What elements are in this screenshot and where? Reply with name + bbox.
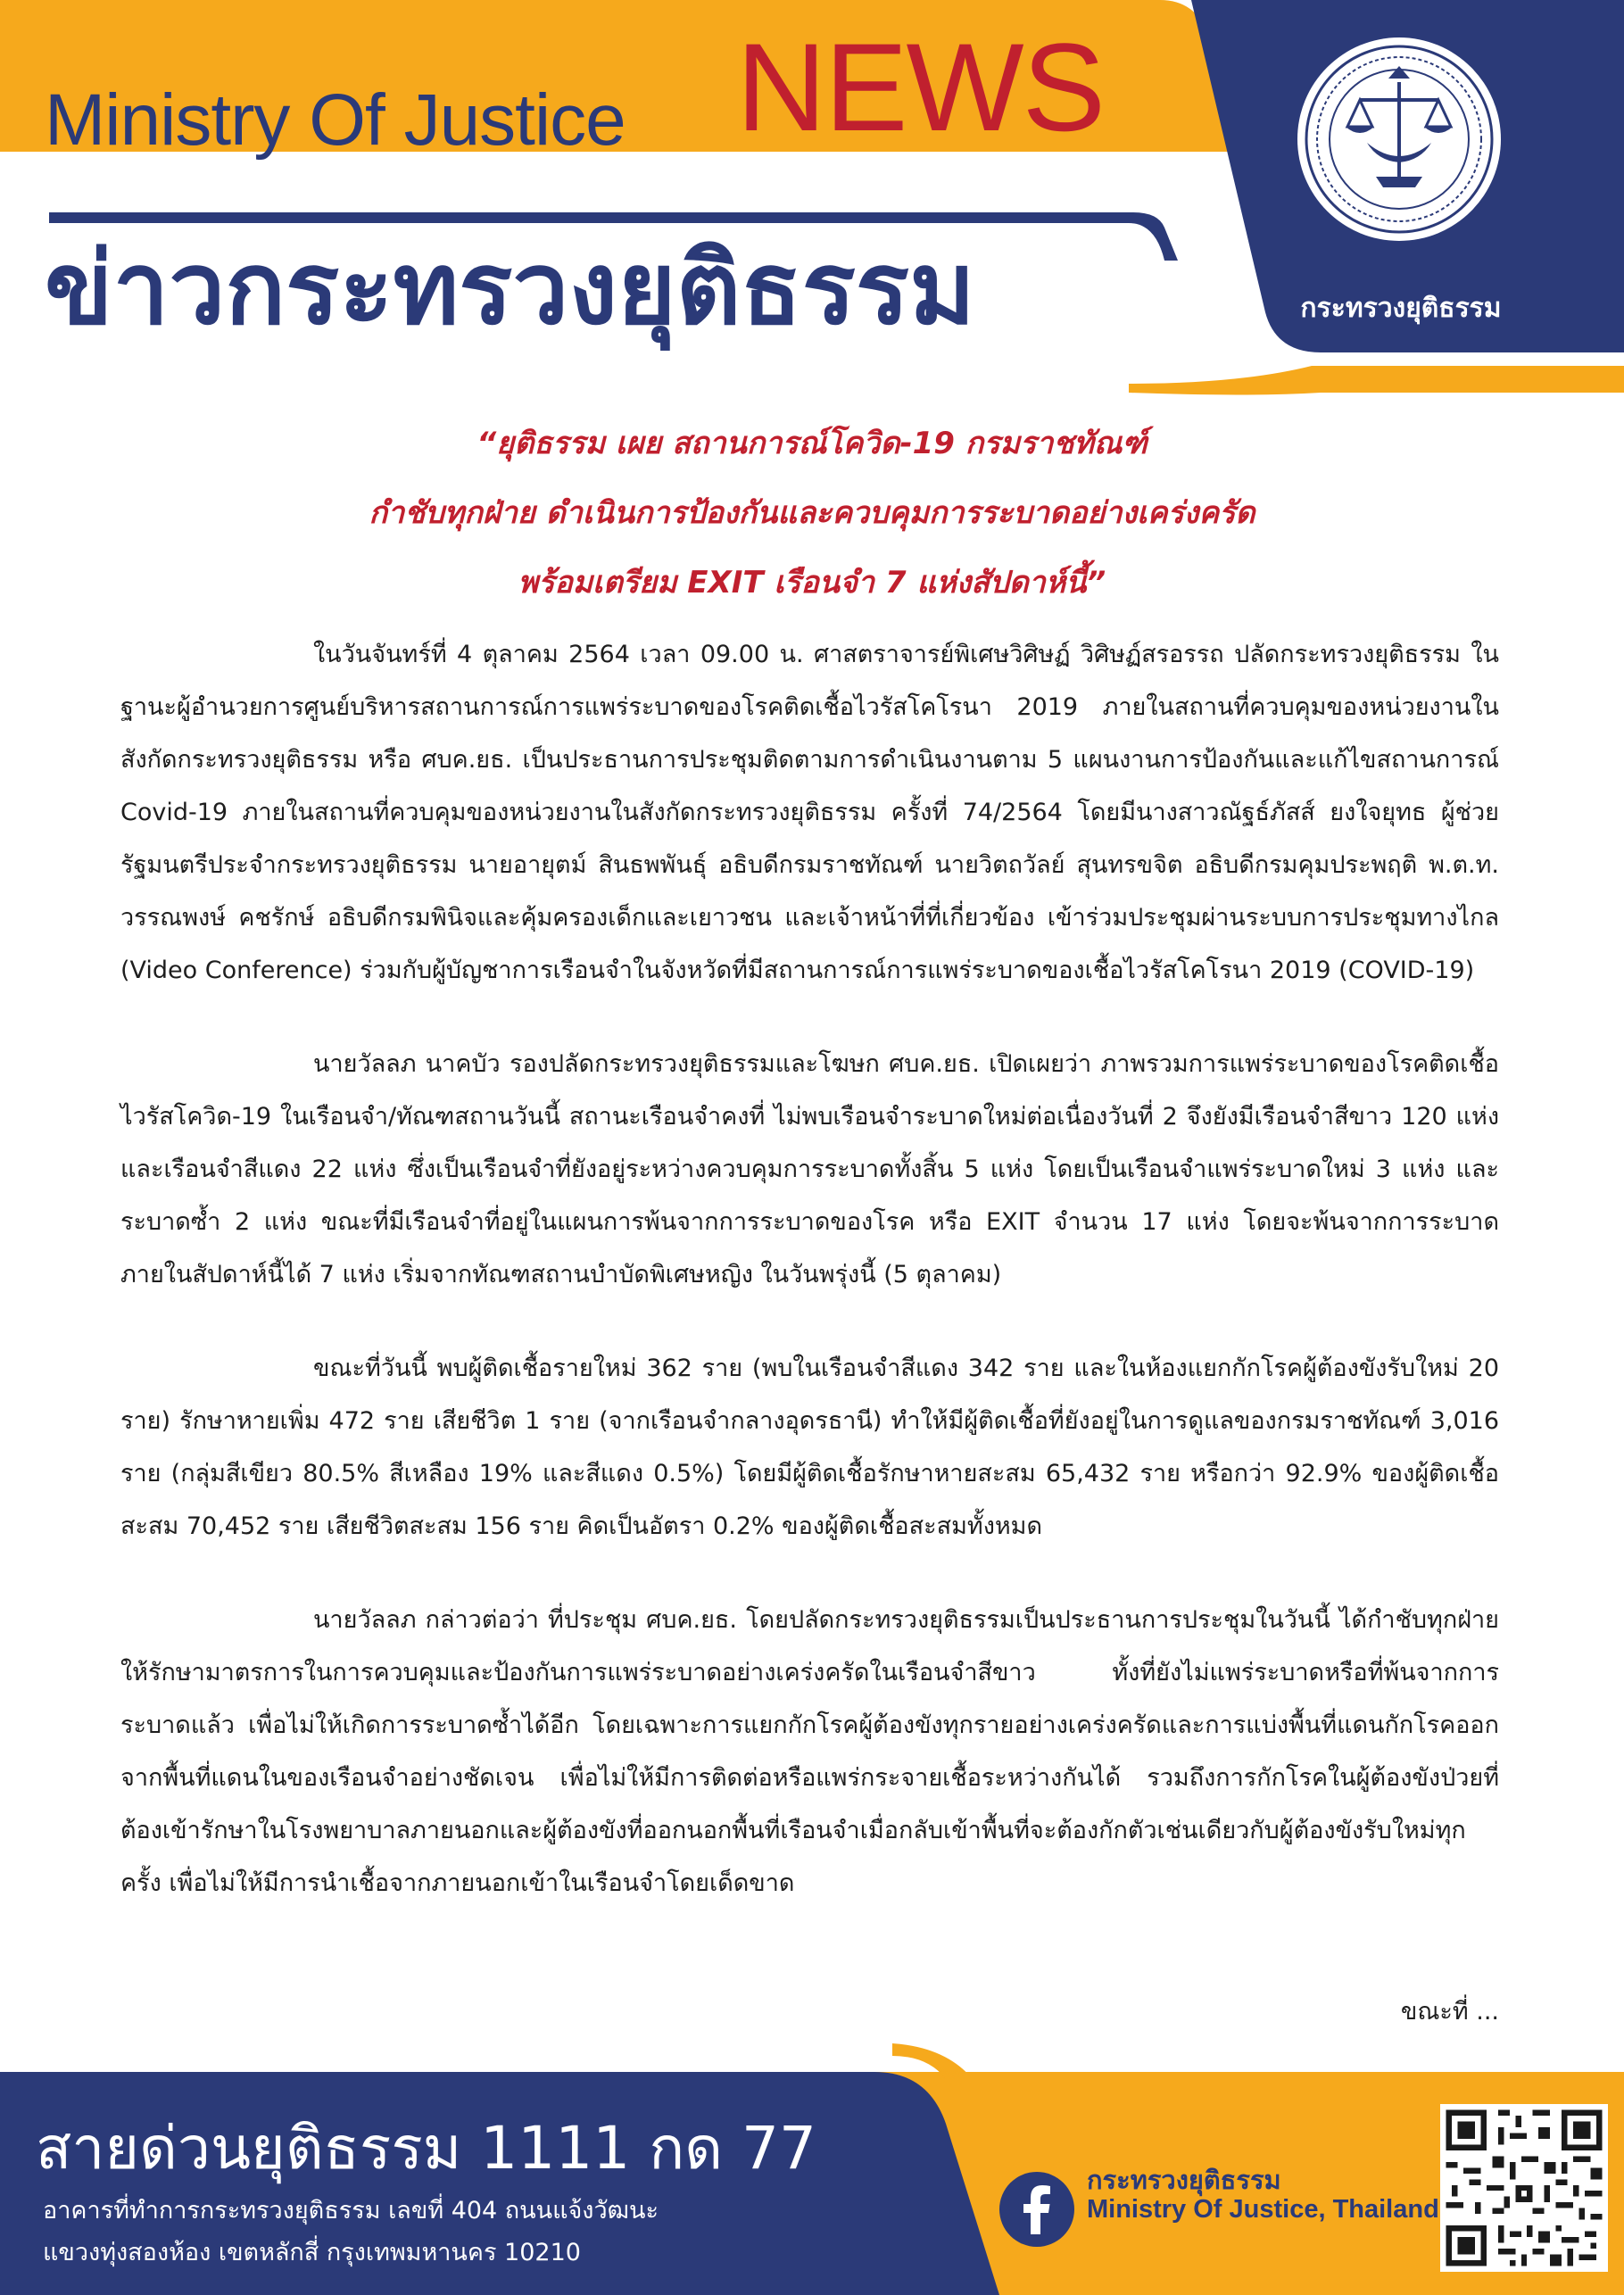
address-line-2: แขวงทุ่งสองห้อง เขตหลักสี่ กรุงเทพมหานคร 10210 xyxy=(43,2239,581,2266)
address-line-1: อาคารที่ทำการกระทรวงยุติธรรม เลขที่ 404 ถนนแจ้งวัฒนะ xyxy=(43,2197,659,2225)
paragraph: นายวัลลภ กล่าวต่อว่า ที่ประชุม ศบค.ยธ. โดยปลัดกระทรวงยุติธรรมเป็นประธานการประชุมในวันนี้ ได้กำชับทุกฝ่ายให้รักษามาตรการในการควบคุมและป้องกันการแพร่ระบาดอย่างเคร่งครัดในเรือนจำสีขาว ทั้งที่ยังไม่แพร่ระบาดหรือที่พ้นจากการระบาดแล้ว เพื่อไม่ให้เกิดการระบาดซ้ำได้อีก โดยเฉพาะการแยกกักโรคผู้ต้องขังทุกรายอย่างเคร่งครัดและการแบ่งพื้นที่แดนกักโรคออกจากพื้นที่แดนในของเรือนจำอย่างชัดเจน เพื่อไม่ให้มีการติดต่อหรือแพร่กระจายเชื้อระหว่างกันได้ รวมถึงการกักโรคในผู้ต้องขังป่วยที่ต้องเข้ารักษาในโรงพยาบาลภายนอกและผู้ต้องขังที่ออกนอกพื้นที่เรือนจำเมื่อกลับเข้าพื้นที่จะต้องกักตัวเช่นเดียวกับผู้ต้องขังรับใหม่ทุกครั้ง เพื่อไม่ให้มีการนำเชื้อจากภายนอกเข้าในเรือนจำโดยเด็ดขาด xyxy=(120,1606,1499,1897)
seal-label: กระทรวงยุติธรรม xyxy=(1300,293,1502,324)
brand-thai: ข่าวกระทรวงยุติธรรม xyxy=(45,231,975,347)
brand-english: Ministry Of Justice xyxy=(45,79,626,161)
brand-news: NEWS xyxy=(736,17,1104,157)
paragraph: ขณะที่วันนี้ พบผู้ติดเชื้อรายใหม่ 362 ราย (พบในเรือนจำสีแดง 342 ราย และในห้องแยกกักโรคผู้ต้องขังรับใหม่ 20 ราย) รักษาหายเพิ่ม 472 ราย เสียชีวิต 1 ราย (จากเรือนจำกลางอุดรธานี) ทำให้มีผู้ติดเชื้อที่ยังอยู่ในการดูแลของกรมราชทัณฑ์ 3,016 ราย (กลุ่มสีเขียว 80.5% สีเหลือง 19% และสีแดง 0.5%) โดยมีผู้ติดเชื้อรักษาหายสะสม 65,432 ราย หรือกว่า 92.9% ของผู้ติดเชื้อสะสม 70,452 ราย เสียชีวิตสะสม 156 ราย คิดเป็นอัตรา 0.2% ของผู้ติดเชื้อสะสมทั้งหมด xyxy=(120,1355,1499,1540)
hotline-text: สายด่วนยุติธรรม 1111 กด 77 xyxy=(36,2114,816,2183)
paragraph: ในวันจันทร์ที่ 4 ตุลาคม 2564 เวลา 09.00 น. ศาสตราจารย์พิเศษวิศิษฏ์ วิศิษฏ์สรอรรถ ปลัดกระทรวงยุติธรรม ในฐานะผู้อำนวยการศูนย์บริหารสถานการณ์การแพร่ระบาดของโรคติดเชื้อไวรัสโคโรนา 2019 ภายในสถานที่ควบคุมของหน่วยงานในสังกัดกระทรวงยุติธรรม หรือ ศบค.ยธ. เป็นประธานการประชุมติดตามการดำเนินงานตาม 5 แผนงานการป้องกันและแก้ไขสถานการณ์ Covid-19 ภายในสถานที่ควบคุมของหน่วยงานในสังกัดกระทรวงยุติธรรม ครั้งที่ 74/2564 โดยมีนางสาวณัฐธ์ภัสส์ ยงใจยุทธ ผู้ช่วยรัฐมนตรีประจำกระทรวงยุติธรรม นายอายุตม์ สินธพพันธุ์ อธิบดีกรมราชทัณฑ์ นายวิตถวัลย์ สุนทรขจิต อธิบดีกรมคุมประพฤติ พ.ต.ท. วรรณพงษ์ คชรักษ์ อธิบดีกรมพินิจและคุ้มครองเด็กและเยาวชน และเจ้าหน้าที่ที่เกี่ยวข้อง เข้าร่วมประชุมผ่านระบบการประชุมทางไกล (Video Conference) ร่วมกับผู้บัญชาการเรือนจำในจังหวัดที่มีสถานการณ์การแพร่ระบาดของเชื้อไวรัสโคโรนา 2019 (COVID-19) xyxy=(120,641,1499,984)
article-body xyxy=(120,628,1499,1951)
ministry-seal-icon xyxy=(1296,36,1503,243)
headline-line: “ยุติธรรม เผย สถานการณ์โควิด-19 กรมราชทัณฑ์ xyxy=(476,426,1148,461)
headline-line: พร้อมเตรียม EXIT เรือนจำ 7 แห่งสัปดาห์นี้” xyxy=(518,565,1106,601)
headline-line: กำชับทุกฝ่าย ดำเนินการป้องกันและควบคุมการระบาดอย่างเคร่งครัด xyxy=(369,495,1255,531)
facebook-page-english[interactable]: Ministry Of Justice, Thailand xyxy=(1087,2195,1439,2224)
facebook-page-thai[interactable]: กระทรวงยุติธรรม xyxy=(1087,2165,1281,2195)
continuation-text: ขณะที่ ... xyxy=(1400,1998,1499,2026)
qr-code-icon[interactable] xyxy=(1440,2104,1608,2272)
facebook-icon[interactable] xyxy=(998,2170,1076,2249)
paragraph: นายวัลลภ นาคบัว รองปลัดกระทรวงยุติธรรมและโฆษก ศบค.ยธ. เปิดเผยว่า ภาพรวมการแพร่ระบาดของโรคติดเชื้อไวรัสโควิด-19 ในเรือนจำ/ทัณฑสถานวันนี้ สถานะเรือนจำคงที่ ไม่พบเรือนจำระบาดใหม่ต่อเนื่องวันที่ 2 จึงยังมีเรือนจำสีขาว 120 แห่ง และเรือนจำสีแดง 22 แห่ง ซึ่งเป็นเรือนจำที่ยังอยู่ระหว่างควบคุมการระบาดทั้งสิ้น 5 แห่ง โดยเป็นเรือนจำแพร่ระบาดใหม่ 3 แห่ง และระบาดซ้ำ 2 แห่ง ขณะที่มีเรือนจำที่อยู่ในแผนการพ้นจากการระบาดของโรค หรือ EXIT จำนวน 17 แห่ง โดยจะพ้นจากการระบาดภายในสัปดาห์นี้ได้ 7 แห่ง เริ่มจากทัณฑสถานบำบัดพิเศษหญิง ในวันพรุ่งนี้ (5 ตุลาคม) xyxy=(120,1050,1499,1288)
headline xyxy=(134,409,1490,617)
